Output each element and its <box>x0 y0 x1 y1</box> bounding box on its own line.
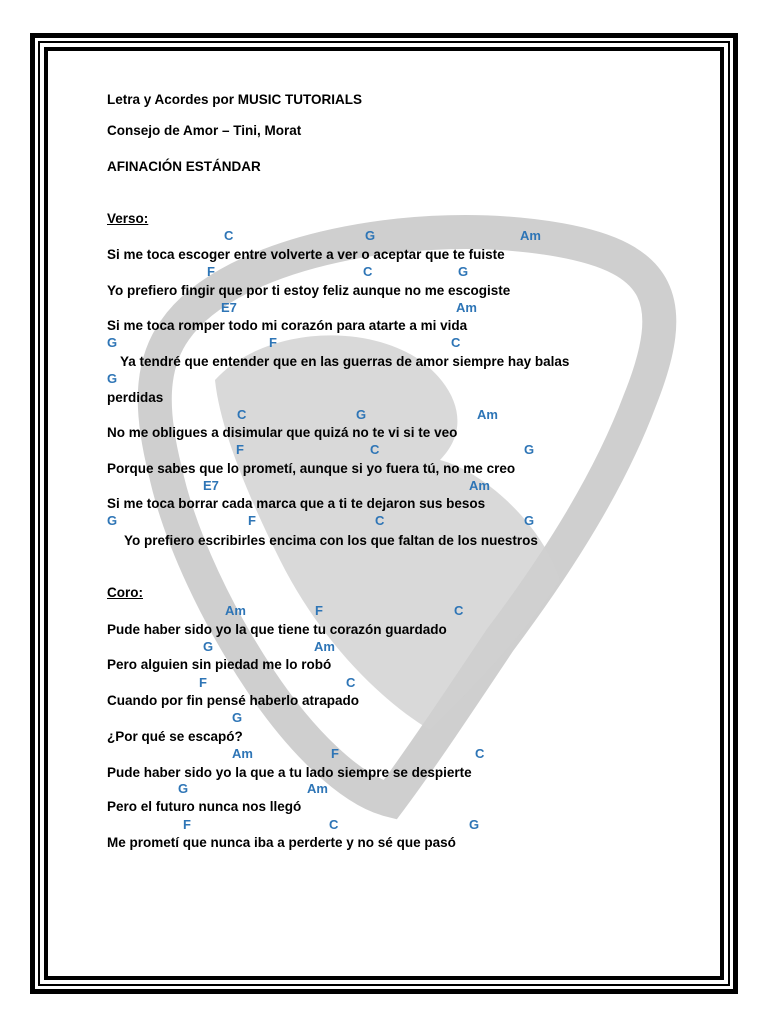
chord: C <box>475 746 485 761</box>
chord: E7 <box>203 478 219 493</box>
chord: Am <box>225 603 246 618</box>
lyric-line: No me obligues a disimular que quizá no te vi si te veo <box>107 425 458 440</box>
chord: C <box>346 675 356 690</box>
chord: Am <box>469 478 490 493</box>
verse-heading: Verso: <box>107 211 149 226</box>
chord: G <box>458 264 469 279</box>
chord: C <box>329 817 339 832</box>
lyric-line: Pude haber sido yo la que tiene tu corazón guardado <box>107 622 447 637</box>
chord: Am <box>307 781 328 796</box>
lyric-line: Pero alguien sin piedad me lo robó <box>107 657 332 672</box>
chord: F <box>207 264 215 279</box>
chord: C <box>224 228 234 243</box>
chord: G <box>107 335 118 350</box>
chord: F <box>331 746 339 761</box>
chord: C <box>363 264 373 279</box>
chord: C <box>451 335 461 350</box>
chord: F <box>199 675 207 690</box>
chord: C <box>375 513 385 528</box>
chord: F <box>248 513 256 528</box>
chord: G <box>178 781 189 796</box>
chord: C <box>370 442 380 457</box>
lyric-line: ¿Por qué se escapó? <box>107 729 243 744</box>
chord: G <box>524 442 535 457</box>
chord: Am <box>477 407 498 422</box>
chord: G <box>203 639 214 654</box>
lyric-line: Pero el futuro nunca nos llegó <box>107 799 302 814</box>
lyric-line: Si me toca borrar cada marca que a ti te dejaron sus besos <box>107 496 486 511</box>
chord: F <box>315 603 323 618</box>
lyric-line: Pude haber sido yo la que a tu lado siempre se despierte <box>107 765 472 780</box>
lyric-line: Si me toca escoger entre volverte a ver o aceptar que te fuiste <box>107 247 505 262</box>
chord: E7 <box>221 300 237 315</box>
chord: G <box>107 371 118 386</box>
chord: C <box>454 603 464 618</box>
chord: G <box>232 710 243 725</box>
chord: G <box>107 513 118 528</box>
chord: C <box>237 407 247 422</box>
chord: Am <box>520 228 541 243</box>
chord: G <box>469 817 480 832</box>
song-title: Consejo de Amor – Tini, Morat <box>107 123 302 138</box>
chord: G <box>365 228 376 243</box>
lyric-line: Me prometí que nunca iba a perderte y no sé que pasó <box>107 835 456 850</box>
chorus-heading: Coro: <box>107 585 143 600</box>
lyric-line: Si me toca romper todo mi corazón para atarte a mi vida <box>107 318 468 333</box>
chord: Am <box>314 639 335 654</box>
chord: F <box>236 442 244 457</box>
chord: F <box>183 817 191 832</box>
lyric-line: Yo prefiero fingir que por ti estoy feliz aunque no me escogiste <box>107 283 511 298</box>
lyric-line: Porque sabes que lo prometí, aunque si yo fuera tú, no me creo <box>107 461 516 476</box>
lyric-line: Ya tendré que entender que en las guerras de amor siempre hay balas <box>120 354 570 369</box>
chord: G <box>356 407 367 422</box>
lyric-line: Cuando por fin pensé haberlo atrapado <box>107 693 360 708</box>
chord: F <box>269 335 277 350</box>
chord: Am <box>456 300 477 315</box>
lyric-line: perdidas <box>107 390 164 405</box>
chord: G <box>524 513 535 528</box>
chord: Am <box>232 746 253 761</box>
lyric-line: Yo prefiero escribirles encima con los que faltan de los nuestros <box>124 533 538 548</box>
credit-line: Letra y Acordes por MUSIC TUTORIALS <box>107 92 363 107</box>
tuning-label: AFINACIÓN ESTÁNDAR <box>107 159 261 174</box>
